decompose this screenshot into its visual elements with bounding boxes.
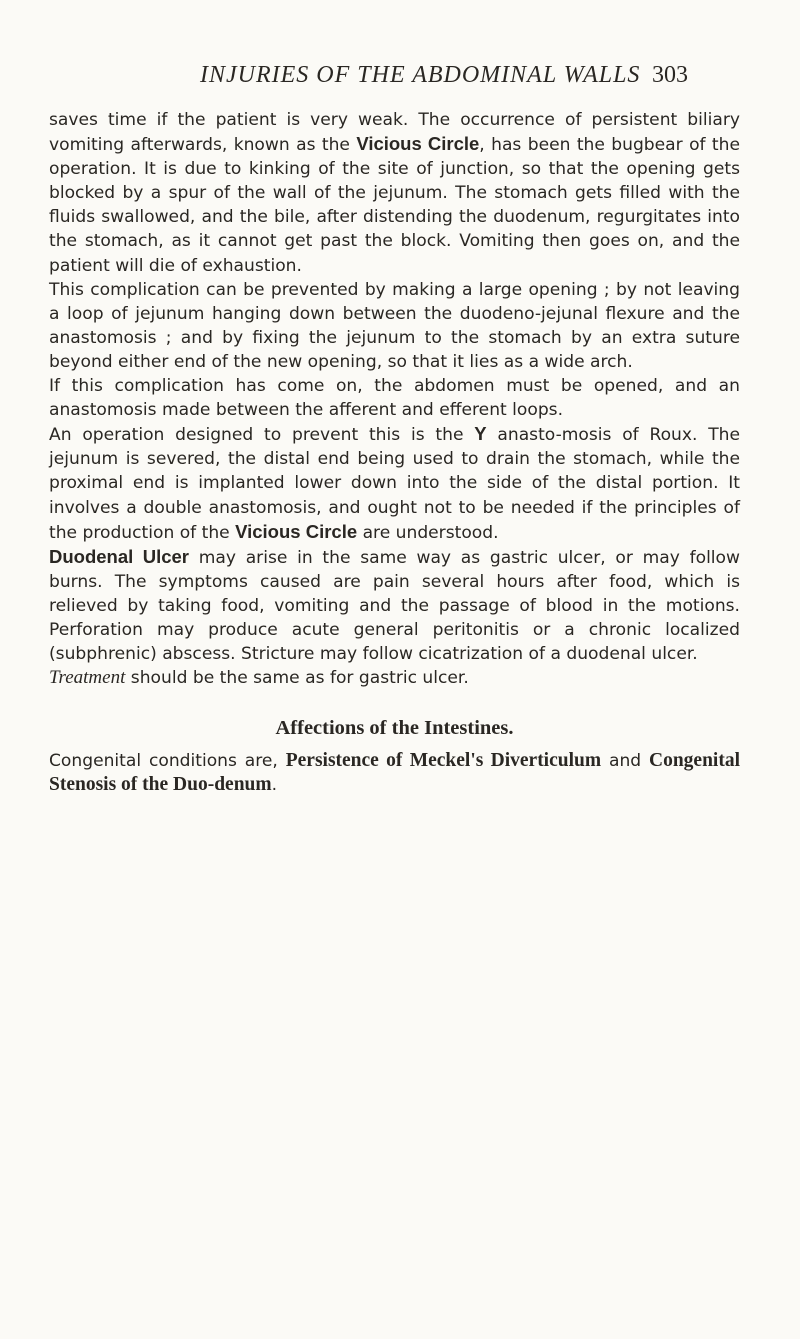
- paragraph-roux: [49, 422, 740, 544]
- paragraph-text: are understood.: [357, 522, 499, 543]
- paragraph-vicious-circle: [49, 108, 740, 278]
- term-treatment: Treatment: [49, 667, 126, 689]
- paragraph-text: saves time if the patient is very weak. The occurrence of persistent biliary vomiting afterwards, known as the: [49, 110, 740, 156]
- paragraph-text: anasto-mosis of Roux. The jejunum is severed, the distal end being used to drain the stomach, while the proximal end is implanted lower down into the side of the distal portion. It involves a double anastomosis, and ought not to be needed if the principles of the production of the: [49, 425, 741, 543]
- y-letter: Y: [474, 423, 487, 445]
- page-number: 303: [652, 62, 688, 88]
- paragraph-text: , has been the bugbear of the operation. It is due to kinking of the site of junction, so that the opening gets blocked by a spur of the wall of the jejunum. The stomach gets filled with the fluids swallowed, and the bile, after distending the duodenum, regurgitates into the stomach, as it cannot get past the block. Vomiting then goes on, and the patient will die of exhaustion.: [49, 135, 740, 276]
- paragraph-text: Congenital conditions are,: [49, 751, 286, 772]
- paragraph-text: should be the same as for gastric ulcer.: [125, 668, 469, 689]
- paragraph-duodenal-ulcer: [49, 545, 740, 666]
- paragraph-treatment: [49, 666, 740, 690]
- paragraph-text: and: [601, 751, 649, 772]
- term-vicious-circle: Vicious Circle: [356, 133, 480, 155]
- paragraph-prevention: This complication can be prevented by making a large opening ; by not leaving a loop of jejunum hanging down between the duodeno-jejunal flexure and the anastomosis ; and by fixing the jejunum to the stomach by an extra suture beyond either end of the new opening, so that it lies as a wide arch.: [49, 279, 740, 372]
- section-heading: Affections of the Intestines.: [275, 717, 514, 740]
- paragraph-treatment-loops: If this complication has come on, the abdomen must be opened, and an anastomosis made between the afferent and efferent loops.: [49, 376, 740, 421]
- paragraph-text: may arise in the same way as gastric ulcer, or may follow burns. The symptoms caused are pain several hours after food, which is relieved by taking food, vomiting and the passage of blood in the motions. Perforation may produce acute general peritonitis or a chronic localized (subphrenic) abscess. Stricture may follow cicatrization of a duodenal ulcer.: [49, 547, 740, 665]
- term-duodenal-ulcer: Duodenal Ulcer: [49, 545, 189, 567]
- paragraph-congenital: [49, 749, 740, 797]
- paragraph-text: An operation designed to prevent this is the: [49, 425, 475, 446]
- term-meckels-diverticulum: Persistence of Meckel's Diverticulum: [285, 750, 602, 772]
- paragraph-text: .: [271, 775, 278, 796]
- term-congenital-stenosis: Congenital Stenosis of the Duo-denum: [49, 750, 741, 796]
- running-head: INJURIES OF THE ABDOMINAL WALLS: [200, 62, 641, 88]
- body-text: [49, 108, 740, 797]
- term-vicious-circle: Vicious Circle: [235, 520, 358, 542]
